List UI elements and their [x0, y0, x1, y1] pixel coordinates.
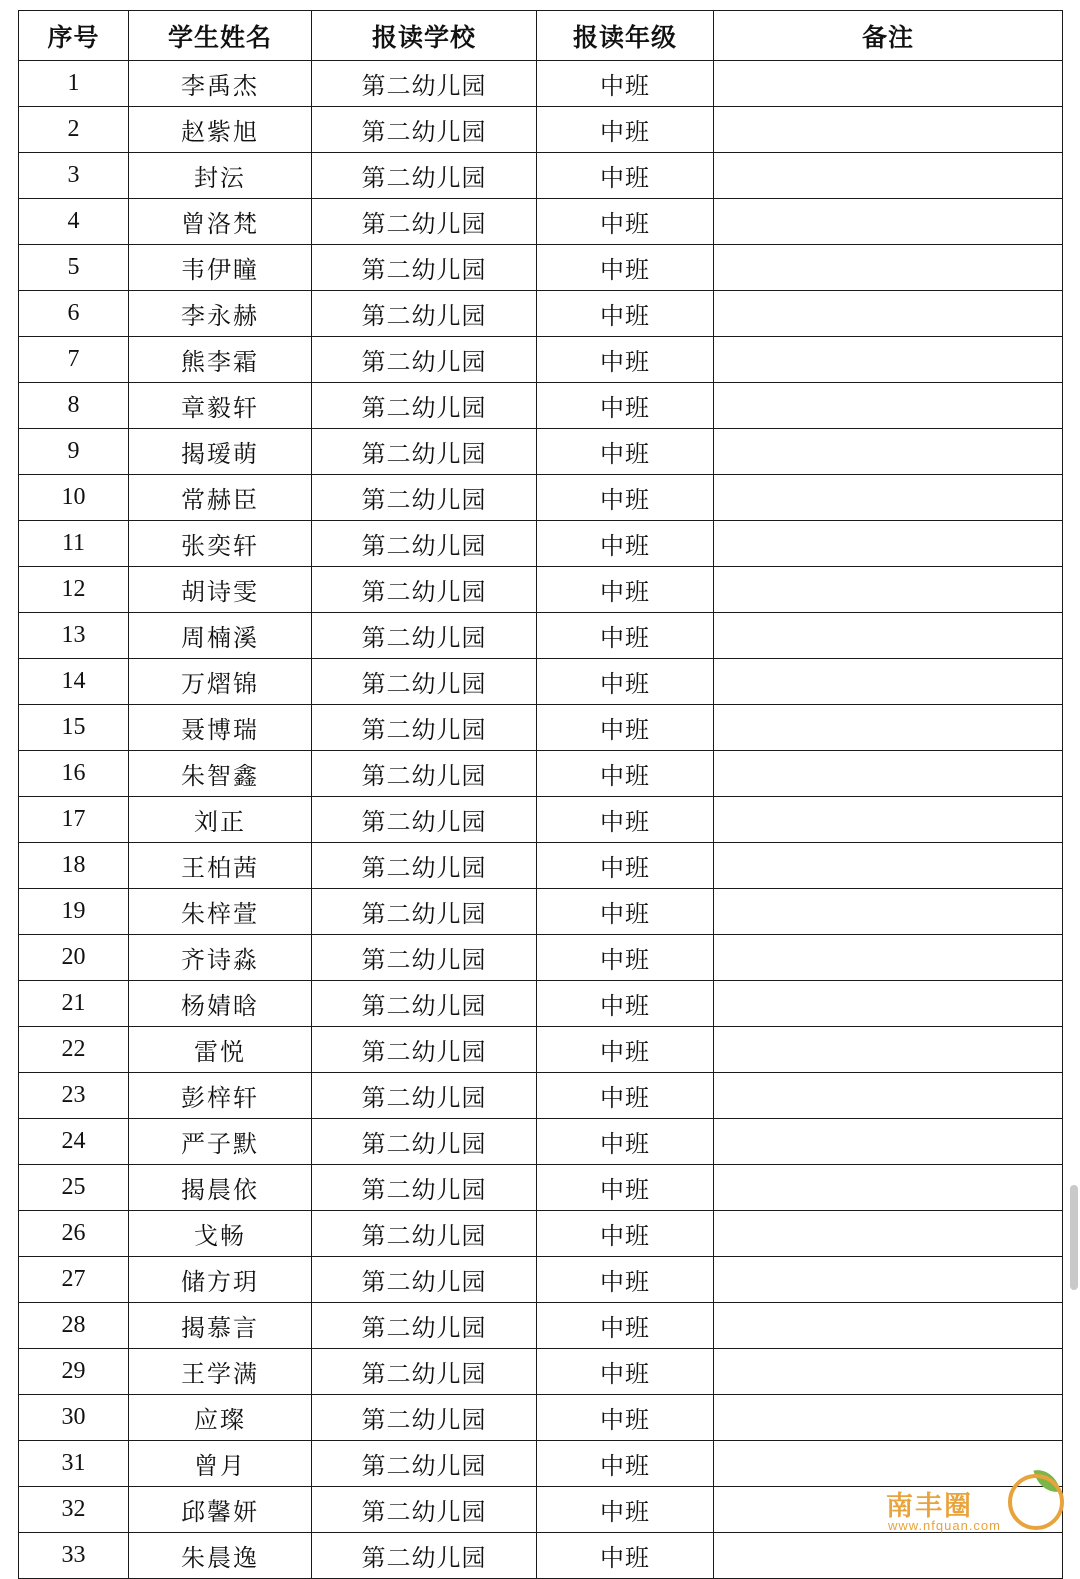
- cell-name: 储方玥: [129, 1257, 312, 1303]
- cell-note: [714, 1165, 1063, 1211]
- cell-seq: 4: [19, 199, 129, 245]
- cell-note: [714, 61, 1063, 107]
- cell-name: 戈畅: [129, 1211, 312, 1257]
- cell-seq: 20: [19, 935, 129, 981]
- cell-grade: 中班: [537, 1395, 714, 1441]
- cell-note: [714, 521, 1063, 567]
- cell-school: 第二幼儿园: [312, 889, 537, 935]
- cell-grade: 中班: [537, 1211, 714, 1257]
- cell-name: 朱梓萱: [129, 889, 312, 935]
- cell-name: 齐诗淼: [129, 935, 312, 981]
- cell-school: 第二幼儿园: [312, 935, 537, 981]
- cell-grade: 中班: [537, 659, 714, 705]
- table-row: [19, 61, 1063, 107]
- cell-grade: 中班: [537, 291, 714, 337]
- cell-school: 第二幼儿园: [312, 153, 537, 199]
- cell-seq: 1: [19, 61, 129, 107]
- cell-name: 杨婧晗: [129, 981, 312, 1027]
- cell-school: 第二幼儿园: [312, 337, 537, 383]
- cell-name: 王柏茜: [129, 843, 312, 889]
- cell-school: 第二幼儿园: [312, 1349, 537, 1395]
- cell-name: 熊李霜: [129, 337, 312, 383]
- cell-grade: 中班: [537, 981, 714, 1027]
- table-row: [19, 1211, 1063, 1257]
- cell-name: 胡诗雯: [129, 567, 312, 613]
- cell-seq: 33: [19, 1533, 129, 1579]
- table-row: [19, 843, 1063, 889]
- cell-name: 李永赫: [129, 291, 312, 337]
- cell-seq: 16: [19, 751, 129, 797]
- cell-school: 第二幼儿园: [312, 1533, 537, 1579]
- student-roster-table: [18, 10, 1063, 1579]
- cell-school: 第二幼儿园: [312, 705, 537, 751]
- cell-grade: 中班: [537, 843, 714, 889]
- cell-school: 第二幼儿园: [312, 797, 537, 843]
- cell-note: [714, 1119, 1063, 1165]
- cell-name: 王学满: [129, 1349, 312, 1395]
- cell-school: 第二幼儿园: [312, 1119, 537, 1165]
- cell-name: 周楠溪: [129, 613, 312, 659]
- cell-grade: 中班: [537, 337, 714, 383]
- cell-name: 张奕轩: [129, 521, 312, 567]
- table-row: [19, 1119, 1063, 1165]
- cell-seq: 5: [19, 245, 129, 291]
- table-row: [19, 705, 1063, 751]
- cell-school: 第二幼儿园: [312, 751, 537, 797]
- cell-seq: 26: [19, 1211, 129, 1257]
- table-row: [19, 1073, 1063, 1119]
- cell-note: [714, 935, 1063, 981]
- table-row: [19, 107, 1063, 153]
- cell-school: 第二幼儿园: [312, 245, 537, 291]
- cell-seq: 2: [19, 107, 129, 153]
- column-header-seq: 序号: [19, 11, 129, 61]
- cell-name: 聂博瑞: [129, 705, 312, 751]
- table-header-row: [19, 11, 1063, 61]
- cell-name: 章毅轩: [129, 383, 312, 429]
- cell-grade: 中班: [537, 199, 714, 245]
- cell-name: 揭慕言: [129, 1303, 312, 1349]
- circle-icon: [1008, 1474, 1064, 1530]
- cell-note: [714, 797, 1063, 843]
- cell-school: 第二幼儿园: [312, 475, 537, 521]
- cell-note: [714, 1395, 1063, 1441]
- cell-note: [714, 1211, 1063, 1257]
- cell-seq: 12: [19, 567, 129, 613]
- cell-note: [714, 245, 1063, 291]
- cell-seq: 31: [19, 1441, 129, 1487]
- table-row: [19, 981, 1063, 1027]
- scrollbar-thumb[interactable]: [1070, 1185, 1078, 1290]
- cell-school: 第二幼儿园: [312, 1073, 537, 1119]
- watermark-subtitle: www.nfquan.com: [888, 1518, 1001, 1533]
- cell-grade: 中班: [537, 1165, 714, 1211]
- cell-note: [714, 291, 1063, 337]
- cell-school: 第二幼儿园: [312, 291, 537, 337]
- cell-grade: 中班: [537, 567, 714, 613]
- cell-note: [714, 153, 1063, 199]
- cell-note: [714, 1073, 1063, 1119]
- cell-grade: 中班: [537, 61, 714, 107]
- cell-seq: 7: [19, 337, 129, 383]
- cell-grade: 中班: [537, 1441, 714, 1487]
- cell-seq: 27: [19, 1257, 129, 1303]
- cell-grade: 中班: [537, 1027, 714, 1073]
- table-row: [19, 383, 1063, 429]
- table-body: [19, 61, 1063, 1579]
- cell-note: [714, 107, 1063, 153]
- table-row: [19, 567, 1063, 613]
- roster-sheet: [18, 10, 1062, 1579]
- cell-grade: 中班: [537, 705, 714, 751]
- table-row: [19, 935, 1063, 981]
- cell-school: 第二幼儿园: [312, 843, 537, 889]
- table-row: [19, 797, 1063, 843]
- table-row: [19, 153, 1063, 199]
- cell-note: [714, 1349, 1063, 1395]
- cell-grade: 中班: [537, 751, 714, 797]
- cell-name: 雷悦: [129, 1027, 312, 1073]
- cell-seq: 29: [19, 1349, 129, 1395]
- cell-name: 揭瑷萌: [129, 429, 312, 475]
- cell-seq: 22: [19, 1027, 129, 1073]
- cell-seq: 14: [19, 659, 129, 705]
- cell-school: 第二幼儿园: [312, 1257, 537, 1303]
- watermark: [882, 1468, 1072, 1546]
- column-header-grade: 报读年级: [537, 11, 714, 61]
- cell-note: [714, 705, 1063, 751]
- cell-school: 第二幼儿园: [312, 1165, 537, 1211]
- table-row: [19, 429, 1063, 475]
- table-row: [19, 1027, 1063, 1073]
- cell-note: [714, 429, 1063, 475]
- cell-note: [714, 383, 1063, 429]
- cell-seq: 13: [19, 613, 129, 659]
- cell-school: 第二幼儿园: [312, 659, 537, 705]
- cell-grade: 中班: [537, 613, 714, 659]
- cell-grade: 中班: [537, 797, 714, 843]
- cell-note: [714, 1257, 1063, 1303]
- cell-school: 第二幼儿园: [312, 613, 537, 659]
- table-row: [19, 475, 1063, 521]
- cell-seq: 11: [19, 521, 129, 567]
- cell-grade: 中班: [537, 521, 714, 567]
- cell-school: 第二幼儿园: [312, 1211, 537, 1257]
- cell-school: 第二幼儿园: [312, 1303, 537, 1349]
- cell-school: 第二幼儿园: [312, 1395, 537, 1441]
- cell-grade: 中班: [537, 429, 714, 475]
- cell-school: 第二幼儿园: [312, 1027, 537, 1073]
- cell-name: 赵紫旭: [129, 107, 312, 153]
- cell-school: 第二幼儿园: [312, 199, 537, 245]
- cell-note: [714, 199, 1063, 245]
- cell-school: 第二幼儿园: [312, 107, 537, 153]
- cell-note: [714, 613, 1063, 659]
- cell-seq: 3: [19, 153, 129, 199]
- table-row: [19, 613, 1063, 659]
- cell-seq: 30: [19, 1395, 129, 1441]
- cell-name: 揭晨依: [129, 1165, 312, 1211]
- table-row: [19, 521, 1063, 567]
- cell-school: 第二幼儿园: [312, 1441, 537, 1487]
- column-header-note: 备注: [714, 11, 1063, 61]
- cell-grade: 中班: [537, 1533, 714, 1579]
- cell-grade: 中班: [537, 889, 714, 935]
- cell-seq: 19: [19, 889, 129, 935]
- column-header-name: 学生姓名: [129, 11, 312, 61]
- cell-note: [714, 337, 1063, 383]
- cell-school: 第二幼儿园: [312, 521, 537, 567]
- cell-seq: 18: [19, 843, 129, 889]
- cell-seq: 23: [19, 1073, 129, 1119]
- cell-school: 第二幼儿园: [312, 567, 537, 613]
- cell-grade: 中班: [537, 1073, 714, 1119]
- cell-note: [714, 751, 1063, 797]
- cell-note: [714, 889, 1063, 935]
- cell-note: [714, 981, 1063, 1027]
- table-row: [19, 1165, 1063, 1211]
- cell-school: 第二幼儿园: [312, 1487, 537, 1533]
- table-row: [19, 889, 1063, 935]
- table-row: [19, 245, 1063, 291]
- table-row: [19, 1349, 1063, 1395]
- cell-grade: 中班: [537, 107, 714, 153]
- cell-grade: 中班: [537, 475, 714, 521]
- cell-name: 朱智鑫: [129, 751, 312, 797]
- cell-name: 封沄: [129, 153, 312, 199]
- cell-name: 常赫臣: [129, 475, 312, 521]
- cell-school: 第二幼儿园: [312, 981, 537, 1027]
- table-row: [19, 1395, 1063, 1441]
- cell-note: [714, 475, 1063, 521]
- cell-seq: 28: [19, 1303, 129, 1349]
- cell-seq: 25: [19, 1165, 129, 1211]
- cell-grade: 中班: [537, 153, 714, 199]
- table-row: [19, 199, 1063, 245]
- cell-grade: 中班: [537, 1119, 714, 1165]
- cell-name: 曾洛梵: [129, 199, 312, 245]
- cell-note: [714, 1027, 1063, 1073]
- cell-note: [714, 659, 1063, 705]
- column-header-school: 报读学校: [312, 11, 537, 61]
- cell-seq: 21: [19, 981, 129, 1027]
- cell-seq: 15: [19, 705, 129, 751]
- cell-name: 邱馨妍: [129, 1487, 312, 1533]
- cell-seq: 6: [19, 291, 129, 337]
- cell-seq: 9: [19, 429, 129, 475]
- cell-grade: 中班: [537, 1303, 714, 1349]
- cell-seq: 32: [19, 1487, 129, 1533]
- cell-grade: 中班: [537, 1487, 714, 1533]
- cell-grade: 中班: [537, 383, 714, 429]
- cell-school: 第二幼儿园: [312, 429, 537, 475]
- cell-name: 万熠锦: [129, 659, 312, 705]
- cell-name: 李禹杰: [129, 61, 312, 107]
- cell-name: 彭梓轩: [129, 1073, 312, 1119]
- table-row: [19, 1257, 1063, 1303]
- table-row: [19, 1303, 1063, 1349]
- cell-name: 曾月: [129, 1441, 312, 1487]
- watermark-title: 南丰圈: [886, 1491, 973, 1521]
- table-row: [19, 659, 1063, 705]
- table-row: [19, 751, 1063, 797]
- cell-grade: 中班: [537, 935, 714, 981]
- cell-name: 刘正: [129, 797, 312, 843]
- cell-name: 朱晨逸: [129, 1533, 312, 1579]
- cell-school: 第二幼儿园: [312, 383, 537, 429]
- cell-note: [714, 1303, 1063, 1349]
- cell-school: 第二幼儿园: [312, 61, 537, 107]
- cell-grade: 中班: [537, 1257, 714, 1303]
- cell-grade: 中班: [537, 245, 714, 291]
- cell-grade: 中班: [537, 1349, 714, 1395]
- cell-seq: 24: [19, 1119, 129, 1165]
- cell-note: [714, 843, 1063, 889]
- cell-note: [714, 567, 1063, 613]
- cell-name: 应璨: [129, 1395, 312, 1441]
- table-row: [19, 291, 1063, 337]
- cell-seq: 10: [19, 475, 129, 521]
- cell-seq: 17: [19, 797, 129, 843]
- cell-name: 韦伊瞳: [129, 245, 312, 291]
- cell-seq: 8: [19, 383, 129, 429]
- cell-name: 严子默: [129, 1119, 312, 1165]
- table-row: [19, 337, 1063, 383]
